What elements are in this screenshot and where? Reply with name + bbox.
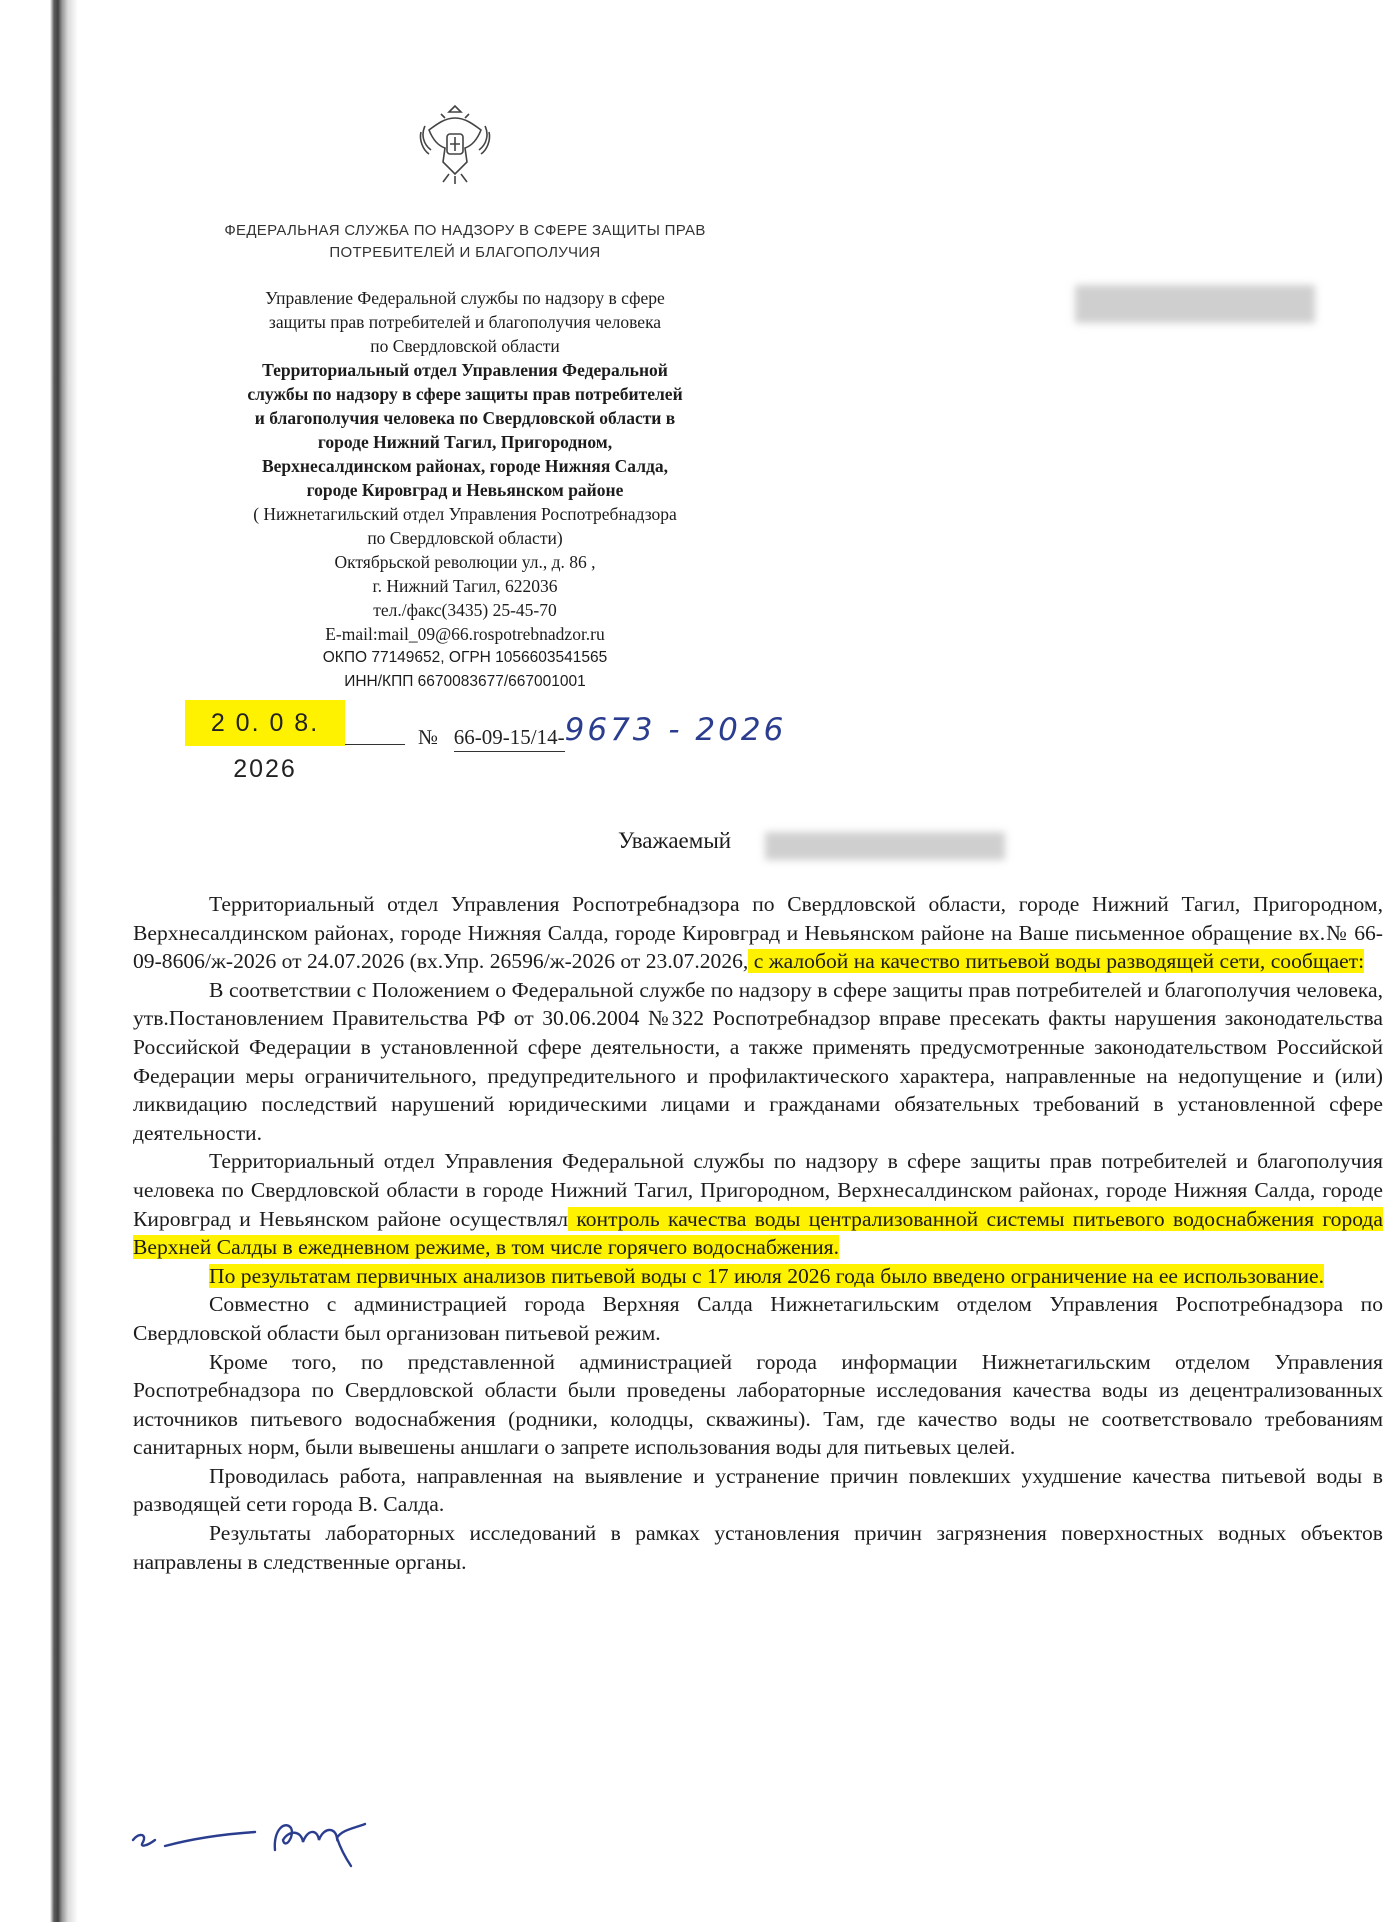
handwritten-signature — [125, 1800, 425, 1870]
document-date: 2 0. 0 8. 2026 — [185, 700, 345, 746]
number-handwritten: 9673 - 2026 — [564, 712, 787, 748]
short-name-line: ( Нижнетагильский отдел Управления Роспотребнадзора — [253, 504, 677, 524]
paragraph-1 — [133, 890, 1383, 976]
agency-line: ПОТРЕБИТЕЛЕЙ И БЛАГОПОЛУЧИЯ — [329, 244, 601, 261]
paragraph-7: Проводилась работа, направленная на выявление и устранение причин повлекших ухудшение качества питьевой воды в разводящей сети города В. Салда. — [133, 1463, 1383, 1517]
letterhead — [200, 220, 730, 694]
upravlenie-line: защиты прав потребителей и благополучия человека — [268, 312, 662, 332]
paragraph-4 — [133, 1262, 1383, 1291]
paragraph-5: Совместно с администрацией города Верхняя Салда Нижнетагильским отделом Управления Роспотребнадзора по Свердловской области был организован питьевой режим. — [133, 1292, 1383, 1345]
greeting-text: Уважаемый — [618, 828, 732, 853]
territorial-dept-line: Верхнесалдинском районах, городе Нижняя Салда, — [261, 456, 669, 476]
registration-number — [418, 712, 787, 752]
territorial-dept-line: Территориальный отдел Управления Федеральной — [262, 360, 668, 380]
short-name-line: по Свердловской области) — [367, 528, 563, 548]
letter-body — [133, 890, 1383, 1576]
paragraph-8: Результаты лабораторных исследований в рамках установления причин загрязнения поверхностных водных объектов направлены в следственные органы. — [133, 1521, 1383, 1574]
number-label: № — [418, 725, 439, 749]
territorial-dept-line: городе Кировград и Невьянском районе — [306, 480, 624, 500]
highlighted-text: По результатам первичных анализов питьевой воды с 17 июля 2026 года было введено ограничение на ее использование. — [209, 1263, 1325, 1288]
agency-name — [200, 220, 730, 264]
territorial-dept-block — [200, 358, 730, 502]
address-street: Октябрьской революции ул., д. 86 , — [334, 552, 596, 572]
scan-edge-shadow — [0, 0, 78, 1922]
paragraph-3 — [133, 1147, 1383, 1261]
agency-line: ФЕДЕРАЛЬНАЯ СЛУЖБА ПО НАДЗОРУ В СФЕРЕ ЗАЩИТЫ ПРАВ — [224, 222, 706, 239]
okpo-ogrn: ОКПО 77149652, ОГРН 1056603541565 — [322, 649, 608, 666]
redacted-name — [765, 832, 1005, 860]
short-name-block — [200, 502, 730, 550]
date-underline — [345, 744, 405, 745]
paragraph-text: Территориальный отдел Управления Роспотребнадзора по Свердловской области, городе Нижний Тагил, Пригородном, Верхнесалдинском районах, городе Нижняя Салда, городе Кировград и Невьянском районе на Ваше письменное обращение вх.№ 66-09-8606/ж-2026 от 24.07.2026 (вх.Упр. 26596/ж-2026 от 23.07.2026, — [133, 892, 1383, 974]
upravlenie-line: Управление Федеральной службы по надзору в сфере — [265, 288, 665, 308]
address-email: E-mail:mail_09@66.rospotrebnadzor.ru — [325, 624, 605, 644]
number-printed: 66-09-15/14- — [454, 725, 565, 752]
greeting — [618, 828, 731, 854]
redacted-recipient — [1075, 285, 1315, 323]
highlighted-text: с жалобой на качество питьевой воды разводящей сети, сообщает: — [748, 949, 1365, 974]
paragraph-6: Кроме того, по представленной администрацией города информации Нижнетагильским отделом Управления Роспотребнадзора по Свердловской области были проведены лабораторные исследования качества воды из децентрализованных источников питьевого водоснабжения (родники, колодцы, скважины). Там, где качество воды не соответствовало требованиям санитарных норм, были вывешены аншлаги о запрете использования воды для питьевых целей. — [133, 1349, 1383, 1460]
paragraph-text: Территориальный отдел Управления Федеральной службы по надзору в сфере защиты прав потребителей и благополучия человека по Свердловской области в городе Нижний Тагил, Пригородном, Верхнесалдинском районах, городе Нижняя Салда, городе Кировград и Невьянском районе осуществлял — [133, 1149, 1383, 1231]
address-phone: тел./факс(3435) 25-45-70 — [373, 600, 557, 620]
territorial-dept-line: городе Нижний Тагил, Пригородном, — [317, 432, 613, 452]
address-city: г. Нижний Тагил, 622036 — [372, 576, 558, 596]
territorial-dept-line: и благополучия человека по Свердловской области в — [254, 408, 676, 428]
territorial-dept-line: службы по надзору в сфере защиты прав потребителей — [247, 384, 683, 404]
upravlenie-block — [200, 286, 730, 358]
coat-of-arms-icon — [415, 100, 495, 188]
paragraph-2: В соответствии с Положением о Федеральной службе по надзору в сфере защиты прав потребителей и благополучия человека, утв.Постановлением Правительства РФ от 30.06.2004 №322 Роспотребнадзор вправе пресекать факты нарушения законодательства Российской Федерации в установленной сфере деятельности, а также применять предусмотренные законодательством Российской Федерации меры ограничительного, предупредительного и профилактического характера, направленные на недопущение и (или) ликвидацию последствий нарушений юридическими лицами и гражданами обязательных требований в установленной сфере деятельности. — [133, 977, 1383, 1145]
highlighted-text: контроль качества воды централизованной системы питьевого водоснабжения города Верхней Салды в ежедневном режиме, в том числе горячего водоснабжения. — [133, 1206, 1383, 1260]
inn-kpp: ИНН/КПП 6670083677/667001001 — [344, 673, 586, 690]
address-block — [200, 550, 730, 646]
upravlenie-line: по Свердловской области — [370, 336, 560, 356]
